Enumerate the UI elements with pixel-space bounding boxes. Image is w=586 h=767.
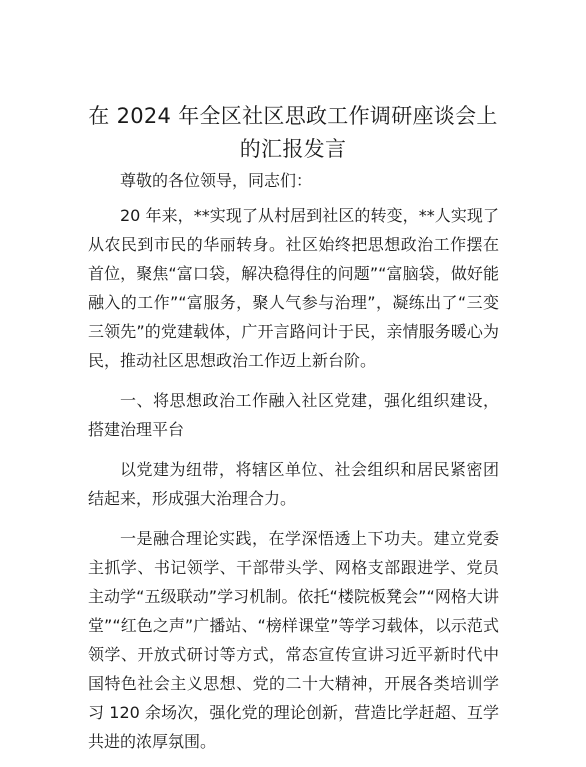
paragraph-intro: 20 年来，**实现了从村居到社区的转变，**人实现了从农民到市民的华丽转身。社区始终把思想政治工作摆在首位，聚焦“富口袋，解决稳得住的问题”“富脑袋，做好能融入的工作”“富服务，聚人气参与治理”，凝练出了“三变三领先”的党建载体，广开言路问计于民，亲情服务暖心为民，推动社区思想政治工作迈上新台阶。 <box>88 206 499 370</box>
section-heading-1: 一、将思想政治工作融入社区党建，强化组织建设，搭建治理平台 <box>88 391 499 439</box>
document-body <box>88 166 499 767</box>
document-title: 在 2024 年全区社区思政工作调研座谈会上的汇报发言 <box>88 104 498 161</box>
paragraph-point-1: 一是融合理论实践，在学深悟透上下功夫。建立党委主抓学、书记领学、干部带头学、网格支部跟进学、党员主动学“五级联动”学习机制。依托“楼院板凳会”“网格大讲堂”“红色之声”广播站、“榜样课堂”等学习载体，以示范式领学、开放式研讨等方式，常态宣传宣讲习近平新时代中国特色社会主义思想、党的二十大精神，开展各类培训学习 120 余场次，强化党的理论创新，营造比学赶超、互学共进的浓厚氛围。 <box>88 529 499 751</box>
salutation: 尊敬的各位领导，同志们： <box>120 171 313 190</box>
paragraph-section-1-summary: 以党建为纽带，将辖区单位、社会组织和居民紧密团结起来，形成强大治理合力。 <box>88 460 499 508</box>
